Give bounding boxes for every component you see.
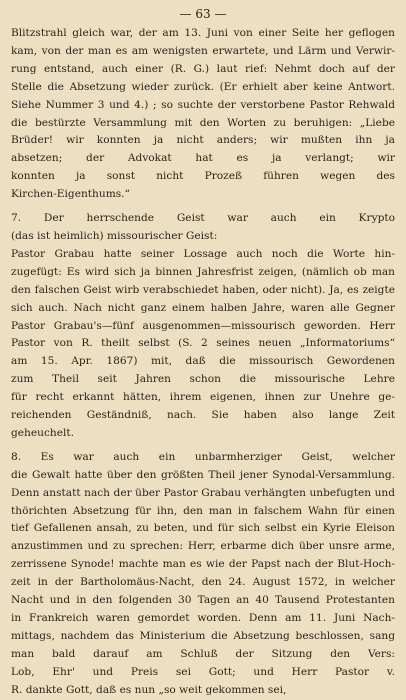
- text-line: Lob, Ehr' und Preis sei Gott; und Herr Pastor v.: [11, 665, 395, 678]
- paragraph: [11, 210, 395, 443]
- text-line: anzustimmen und zu sprechen: Herr, erbarme dich über unsre arme,: [11, 540, 395, 553]
- text-line: (das ist heimlich) missourischer Geist:: [11, 229, 218, 242]
- text-line: für recht erkannt hätten, ihrem eigenen, ihnen zur Unehre ge-: [11, 391, 395, 404]
- text-line: zeit in der Bartholomäus-Nacht, den 24. August 1572, in welcher: [11, 576, 395, 589]
- text-line: man bald darauf am Schluß der Sitzung den Vers:: [11, 647, 395, 660]
- text-line: Stelle die Absetzung wieder zurück. (Er erhielt aber keine Antwort.: [11, 80, 395, 93]
- text-line: Brüder! wir konnten ja nicht anders; wir mußten ihn ja: [11, 134, 395, 147]
- text-line: reichenden Geständniß, nach. Sie haben also lange Zeit: [11, 409, 395, 422]
- text-line: zerrissene Synode! machte man es wie der Papst nach der Blut-Hoch-: [11, 558, 395, 571]
- text-line: die Gewalt hatte über den größten Theil jener Synodal-Versammlung.: [11, 468, 395, 481]
- text-line: geheuchelt.: [11, 426, 75, 439]
- text-line: konnten ja sonst nicht Prozeß führen wegen des: [11, 170, 395, 183]
- paragraph: [11, 25, 395, 204]
- page-body: [11, 25, 395, 700]
- text-line: Pastor Grabau's—fünf ausgenommen—missourisch geworden. Herr: [11, 319, 395, 332]
- text-line: am 15. Apr. 1867) mit, daß die missourisch Gewordenen: [11, 355, 395, 368]
- text-line: Pastor von R. theilt selbst (S. 2 seines neuen „Informatoriums“: [11, 337, 395, 350]
- text-line: zum Theil seit Jahren schon die missourische Lehre: [11, 373, 395, 386]
- text-line: 7. Der herrschende Geist war auch ein Krypto: [11, 212, 395, 225]
- text-line: in Frankreich waren gemordet worden. Denn am 11. Juni Nach-: [11, 612, 395, 624]
- text-line: Pastor Grabau hatte seiner Lossage auch noch die Worte hin-: [11, 247, 395, 260]
- text-line: absetzen; der Advokat hat es ja verlangt; wir: [11, 152, 395, 165]
- text-line: kam, von der man es am wenigsten erwartete, und Lärm und Verwir-: [11, 44, 395, 57]
- text-line: sich auch. Nach nicht ganz einem halben Jahre, waren alle Gegner: [11, 301, 395, 314]
- text-line: 8. Es war auch ein unbarmherziger Geist, welcher: [11, 450, 395, 463]
- text-line: tief Gefallenen ansah, zu beten, und für sich selbst ein Kyrie Eleison: [11, 522, 395, 535]
- paragraph: [11, 449, 395, 700]
- text-line: die bestürzte Versammlung mit den Worten zu beruhigen: „Liebe: [11, 116, 395, 129]
- text-line: thörichten Absetzung für ihn, den man in falschem Wahn für einen: [11, 504, 395, 517]
- page-number: — 63 —: [179, 7, 227, 21]
- text-line: Blitzstrahl gleich war, der am 13. Juni von einer Seite her geflogen: [11, 27, 395, 39]
- text-line: Denn anstatt nach der über Pastor Grabau verhängten unbefugten und: [11, 486, 395, 499]
- text-line: Nacht und in den folgenden 30 Tagen an 40 Tausend Protestanten: [11, 594, 395, 607]
- text-line: Kirchen-Eigenthums.“: [11, 188, 130, 201]
- text-line: mittags, nachdem das Ministerium die Absetzung beschlossen, sang: [11, 629, 395, 642]
- text-line: rung entstand, auch einer (R. G.) laut rief: Nehmt doch auf der: [11, 62, 395, 75]
- text-line: R. dankte Gott, daß es nun „so weit gekommen sei,: [11, 683, 287, 696]
- text-line: Siehe Nummer 3 und 4.) ; so suchte der verstorbene Pastor Rehwald: [11, 98, 395, 111]
- text-line: zugefügt: Es wird sich ja binnen Jahresfrist zeigen, (nämlich ob man: [11, 265, 395, 278]
- text-line: den falschen Geist wirb verabschiedet haben, oder nicht). Ja, es zeigte: [11, 283, 395, 296]
